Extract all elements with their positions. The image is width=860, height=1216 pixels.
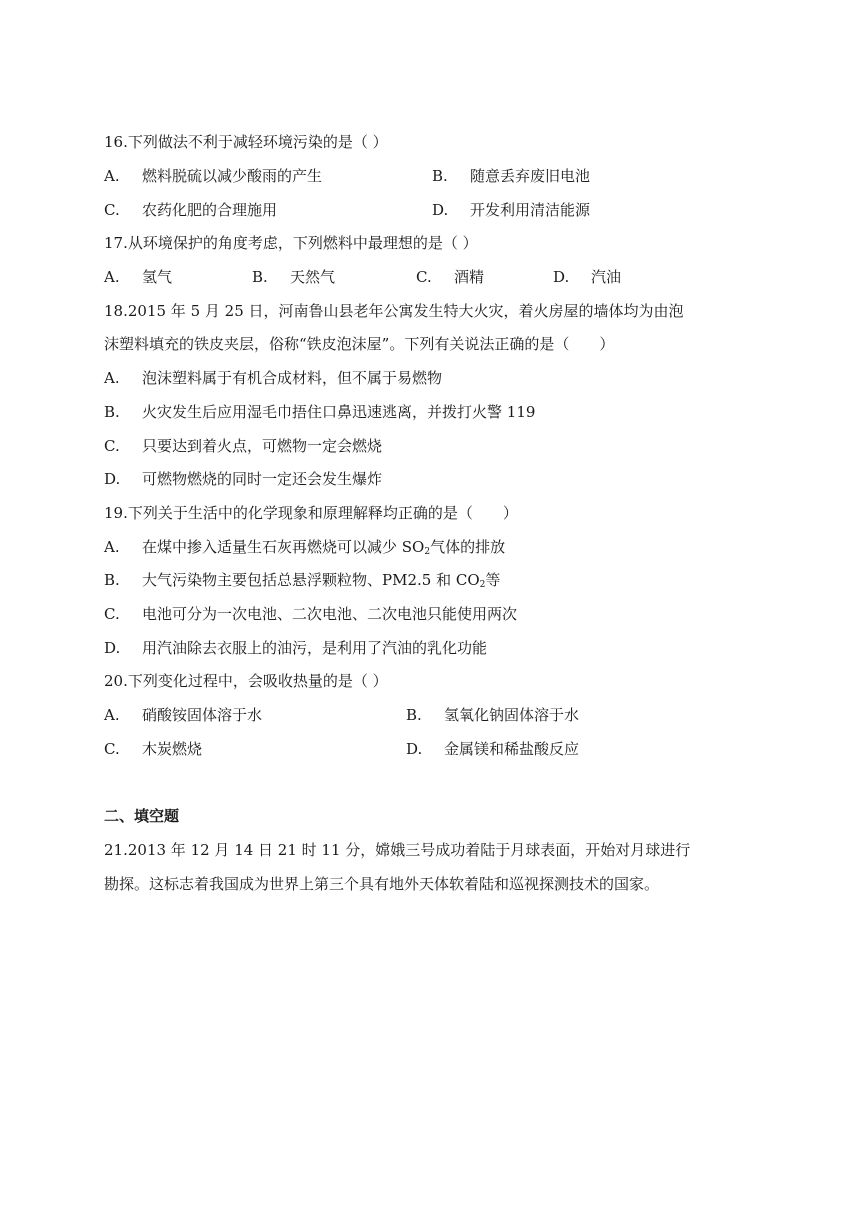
option-letter: D. (406, 740, 423, 758)
option-letter: C. (104, 437, 120, 455)
question-17-stem: 17.从环境保护的角度考虑，下列燃料中最理想的是（ ） (104, 234, 478, 252)
question-19-stem: 19.下列关于生活中的化学现象和原理解释均正确的是（ ） (104, 504, 518, 522)
option-text: 硝酸铵固体溶于水 (142, 706, 263, 724)
option-letter: C. (104, 201, 120, 219)
subscript: 2 (479, 580, 486, 590)
question-19-option-a (104, 537, 505, 562)
option-text: 火灾发生后应用湿毛巾捂住口鼻迅速逃离，并拨打火警 119 (142, 403, 536, 421)
question-20-option-b (406, 705, 579, 725)
option-letter: C. (104, 740, 120, 758)
option-text: 电池可分为一次电池、二次电池、二次电池只能使用两次 (142, 605, 518, 623)
question-20-option-a (104, 705, 262, 725)
option-text: 农药化肥的合理施用 (142, 201, 278, 219)
option-letter: D. (104, 470, 121, 488)
option-letter: D. (432, 201, 449, 219)
option-letter: A. (104, 538, 120, 556)
question-19-option-b (104, 570, 500, 595)
option-letter: C. (104, 605, 120, 623)
option-letter: B. (406, 706, 422, 724)
option-text: 天然气 (290, 268, 336, 286)
question-21-line2: 勘探。这标志着我国成为世界上第三个具有地外天体软着陆和巡视探测技术的国家。 (104, 875, 660, 893)
option-text: 氢氧化钠固体溶于水 (444, 706, 580, 724)
option-text-pre: 在煤中掺入适量生石灰再燃烧可以减少 SO (142, 538, 425, 556)
question-18-stem-line2: 沫塑料填充的铁皮夹层，俗称“铁皮泡沫屋”。下列有关说法正确的是（ ） (104, 335, 615, 353)
question-17-option-a (104, 267, 172, 287)
question-19-option-d (104, 638, 487, 658)
option-text: 泡沫塑料属于有机合成材料，但不属于易燃物 (142, 369, 443, 387)
option-text: 金属镁和稀盐酸反应 (444, 740, 580, 758)
option-letter: B. (104, 403, 120, 421)
option-letter: C. (416, 268, 432, 286)
question-20-option-d (406, 739, 579, 759)
question-18-option-d (104, 469, 382, 489)
option-letter: A. (104, 706, 120, 724)
question-19-option-c (104, 604, 517, 624)
question-17-option-d (553, 267, 621, 287)
option-text: 木炭燃烧 (142, 740, 203, 758)
option-letter: D. (104, 639, 121, 657)
question-16-option-c (104, 200, 277, 220)
option-text: 燃料脱硫以减少酸雨的产生 (142, 167, 323, 185)
option-text-pre: 大气污染物主要包括总悬浮颗粒物、PM2.5 和 CO (142, 571, 480, 589)
option-text: 用汽油除去衣服上的油污，是利用了汽油的乳化功能 (142, 639, 488, 657)
question-21-line1: 21.2013 年 12 月 14 日 21 时 11 分，嫦娥三号成功着陆于月球表面，开始对月球进行 (104, 841, 691, 859)
option-letter: D. (553, 268, 570, 286)
option-letter: B. (252, 268, 268, 286)
option-letter: B. (432, 167, 448, 185)
question-16-stem: 16.下列做法不利于减轻环境污染的是（ ） (104, 133, 388, 151)
option-letter: A. (104, 369, 120, 387)
question-20-option-c (104, 739, 202, 759)
question-17-option-c (416, 267, 484, 287)
question-18-option-c (104, 436, 382, 456)
option-letter: A. (104, 268, 120, 286)
option-text: 只要达到着火点，可燃物一定会燃烧 (142, 437, 383, 455)
question-17-option-b (252, 267, 335, 287)
section-title: 二、填空题 (104, 807, 180, 825)
option-text-post: 气体的排放 (430, 538, 506, 556)
question-16-option-a (104, 166, 322, 186)
question-18-option-a (104, 368, 442, 388)
option-text: 氢气 (142, 268, 173, 286)
option-text: 汽油 (591, 268, 622, 286)
option-letter: B. (104, 571, 120, 589)
option-text: 开发利用清洁能源 (470, 201, 591, 219)
option-letter: A. (104, 167, 120, 185)
question-20-stem: 20.下列变化过程中，会吸收热量的是（ ） (104, 672, 388, 690)
subscript: 2 (424, 547, 431, 557)
question-18-stem-line1: 18.2015 年 5 月 25 日，河南鲁山县老年公寓发生特大火灾，着火房屋的墙体均为由泡 (104, 302, 684, 320)
question-18-option-b (104, 402, 535, 422)
option-text: 可燃物燃烧的同时一定还会发生爆炸 (142, 470, 383, 488)
option-text: 酒精 (454, 268, 485, 286)
question-16-option-b (432, 166, 590, 186)
option-text: 随意丢弃废旧电池 (470, 167, 591, 185)
question-16-option-d (432, 200, 590, 220)
option-text-post: 等 (485, 571, 501, 589)
